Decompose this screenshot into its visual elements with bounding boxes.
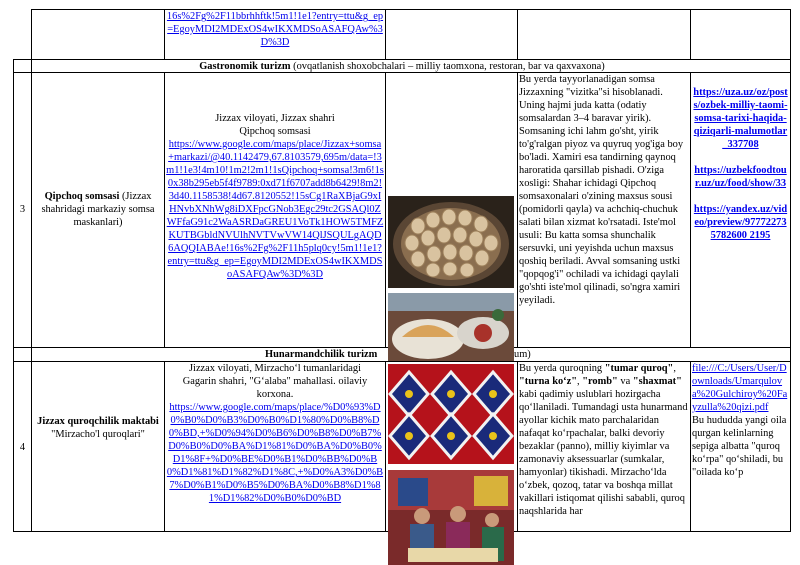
maps-link[interactable]: https://www.google.com/maps/place/Jizzax+somsa+markazi/@40.1142479,67.8103579,695m/data=!3m1!1e3!4m10!1m2!2m1!1sQipchoq+somsa!3m6!1s0x38b295eb5f4f9789:0xd71f6707add8b6429!8m2!3d40.1158538!4d67.8120552!15sCg1RaXBjaG9xIHNvbXNhWg8iDXFpcGNob3Egc29tc2GSAQl0ZWFfaG91c2WaASRDaGREU1VoTk1HOW5TMFZKUTBGbldNVUlhNVTVwVW14QlJSQULgAQD6AQQIABAe!16s%2Fg%2F11h5plq0cy!5m1!1e1?entry=ttu&g_ep=EgoyMDI2MDExOS4wIKXMDSoASAFQAw%3D%3D [166, 139, 384, 280]
address-text: Jizzax viloyati, Jizzax shahri Qipchoq somsasi [215, 113, 335, 137]
description-cell: Bu yerda tayyorlanadigan somsa Jizzaxning "vizitka"si hisoblanadi. Uning hajmi juda katta (odatiy somsalardan 3–4 baravar yirik). Somsaning ichi lahm go'sht, yirik to'g'ralgan piyoz va quyruq yog'iga boy bo'ladi. Xamiri esa tandirning qaynoq haroratida qarsillab pishadi. O'ziga xosligi: Shahar ichidagi Qipchoq somsaxonalari o'zining maxsus sousi (pomidorli qayla) va achchiq-chuchuk salati bilan xizmat ko'rsatadi. Iste'mol usuli: Bu katta somsa shunchalik sersuvki, uni yeyishda uchun maxsus qoshiq beriladi. Avval somsaning ustki "qopqog'i" ochiladi va ichidagi qaylali go'shti iste'mol qilinadi, so'ngra xamiri yeyiladi. [519, 74, 684, 306]
place-name-rest: (Jizzax shahridagi markaziy somsa maskanlari) [41, 191, 155, 228]
source-note: Bu hududda yangi oila qurgan kelinlarning sepiga albatta "quroq koʻrpa" qoʻshiladi, bu "oilada koʻp [692, 415, 787, 478]
row-number: 3 [19, 204, 26, 215]
col-border [690, 361, 691, 532]
col-border [13, 59, 14, 532]
place-name [33, 190, 163, 229]
source-link-yandex[interactable]: https://yandex.uz/video/preview/977722735782600 2195 [693, 204, 788, 241]
place-name-bold: Qipchoq somsasi [44, 191, 120, 202]
sources-cell [692, 362, 789, 479]
section-title-rest: (ovqatlanish shoxobchalari – milliy taomxona, restoran, bar va qaxvaxona) [290, 61, 605, 72]
desc-text: , [577, 376, 583, 387]
row-number: 4 [19, 442, 26, 453]
source-link-uza[interactable]: https://uza.uz/oz/posts/ozbek-milliy-taomi-somsa-tarixi-haqida-qiziqarli-malumotlar_337708 [693, 87, 788, 150]
samsa-tandir-photo [388, 196, 514, 288]
sources-cell [692, 86, 789, 242]
col-border [690, 9, 691, 60]
section-header-gastro [14, 60, 790, 73]
section-title-bold: Gastronomik turizm [199, 61, 291, 72]
description-cell [519, 362, 689, 518]
col-border [517, 72, 518, 348]
desc-bold: "romb" [582, 376, 618, 387]
place-name-rest: "Mirzacho'l quroqlari" [51, 429, 145, 440]
desc-text: , [673, 363, 676, 374]
place-name [33, 415, 163, 441]
table-border-top [31, 9, 791, 10]
col-border [690, 72, 691, 348]
craftswomen-photo [388, 470, 514, 565]
desc-bold: "shaxmat" [632, 376, 682, 387]
source-link-uzbekfoodtour[interactable]: https://uzbekfoodtour.uz/uz/food/show/33 [694, 165, 787, 189]
col-border [517, 9, 518, 60]
col-border [517, 361, 518, 532]
address-link-continuation [166, 10, 384, 49]
address-cell [166, 362, 384, 505]
desc-bold: "tumar quroq" [604, 363, 674, 374]
place-name-bold: Jizzax quroqchilik maktabi [37, 416, 159, 427]
maps-link-continuation[interactable]: 16s%2Fg%2F11bbrhhftk!5m1!1e1?entry=ttu&g_ep=EgoyMDI2MDExOS4wIKXMDSoASAFQAw%3D%3D [166, 11, 384, 48]
col-border [31, 9, 32, 532]
quilt-pattern-photo [388, 364, 514, 464]
desc-bold: "turna koʻz" [519, 376, 578, 387]
section-header-craft-tail: um) [514, 349, 531, 360]
desc-text: kabi qadimiy uslublari hozirgacha qoʻllaniladi. Tumandagi usta hunarmand ayollar kichik mato parchalaridan nafaqat koʻrpachalar, balki devoriy bezaklar (panno), milliy kiyimlar va zamonaviy aksessuarlar (sumkalar, hamyonlar) tikishadi. Mirzachoʻlda oʻzbek, qozoq, tatar va boshqa millat vakillari istiqomat qilishi sababli, quroq naqshlarida har [519, 389, 688, 517]
source-file-link[interactable]: file:///C:/Users/User/Downloads/Umarqulova%20Gulchiroy%20Fayzulla%20qizi.pdf [692, 363, 788, 413]
col-border [164, 361, 165, 532]
col-border [385, 9, 386, 60]
col-border [164, 9, 165, 60]
address-cell [166, 112, 384, 281]
col-border [164, 72, 165, 348]
col-border [385, 361, 386, 532]
address-text: Jizzax viloyati, Mirzachoʻl tumanlaridagi Gagarin shahri, "Gʻalaba" mahallasi. oilaviy korxona. [182, 363, 368, 400]
col-border [385, 72, 386, 348]
section-title-bold: Hunarmandchilik turizm [265, 349, 378, 360]
maps-link[interactable]: https://www.google.com/maps/place/%D0%93%D0%B0%D0%B3%D0%B0%D1%80%D0%B8%D0%BD,+%D0%94%D0%B6%D0%B8%D0%B7%D0%B0%D0%BA%D1%81%D0%BA%D0%B0%D1%8F+%D0%BE%D0%B1%D0%BB%D0%B0%D1%81%D1%82%D1%8C,+%D0%A3%D0%B7%D0%B1%D0%B5%D0%BA%D0%B8%D1%81%D1%82%D0%B0%D0%BD [166, 402, 384, 504]
desc-text: Bu yerda quroqning [519, 363, 605, 374]
desc-text: va [617, 376, 633, 387]
table-border-right [790, 9, 791, 532]
